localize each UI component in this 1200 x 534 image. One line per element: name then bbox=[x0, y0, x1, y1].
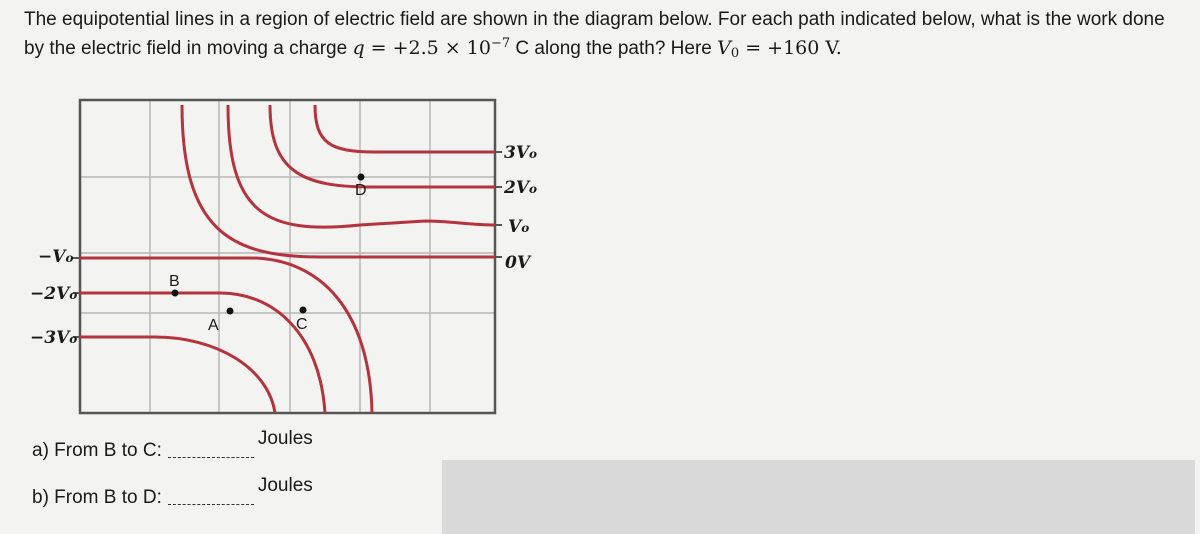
point-d-label: D bbox=[355, 182, 367, 199]
grey-overlay-box bbox=[442, 460, 1195, 534]
label-2v: 2Vo bbox=[504, 178, 538, 198]
v0-expression: $V_0 = +160$ V. bbox=[717, 37, 842, 61]
answer-b-label: b) From B to D: bbox=[32, 487, 162, 508]
point-a-label: A bbox=[208, 317, 219, 334]
point-c-label: C bbox=[296, 316, 308, 333]
point-a-dot bbox=[227, 308, 234, 315]
label-0v: 0V bbox=[505, 253, 531, 273]
answer-b-field[interactable] bbox=[168, 492, 254, 505]
label-1v: Vo bbox=[508, 217, 530, 237]
equipotential-1v bbox=[228, 105, 495, 227]
answer-a-field[interactable] bbox=[168, 445, 254, 458]
point-c-dot bbox=[300, 307, 307, 314]
label-m1v: −Vo bbox=[38, 247, 74, 267]
label-m3v: −3Vo bbox=[30, 328, 78, 348]
equipotential-2v bbox=[270, 105, 495, 187]
point-d-dot bbox=[358, 174, 365, 181]
answer-a-label: a) From B to C: bbox=[32, 440, 162, 461]
answer-b-unit: Joules bbox=[257, 475, 313, 496]
equipotential-m3v bbox=[80, 337, 275, 413]
charge-expression: $q = +2.5 \times 10^{-7}$ bbox=[352, 36, 511, 59]
point-b-label: B bbox=[169, 273, 180, 290]
answer-row-a bbox=[32, 428, 313, 462]
question-part1: The equipotential lines in a region of electric field are shown in the diagram below. For each path indicated below, what is the work done by the electric field in moving a charge bbox=[24, 9, 1165, 59]
question-part2: C along the path? Here bbox=[510, 38, 718, 59]
label-3v: 3Vo bbox=[504, 143, 538, 163]
point-b-dot bbox=[172, 290, 179, 297]
equipotential-3v bbox=[315, 105, 495, 152]
equipotential-diagram bbox=[0, 95, 560, 430]
label-m2v: −2Vo bbox=[30, 284, 78, 304]
question-text bbox=[24, 6, 1174, 63]
answer-a-unit: Joules bbox=[257, 428, 313, 449]
equipotential-lines-upper bbox=[182, 105, 495, 257]
equipotential-lines-lower bbox=[80, 258, 372, 413]
answer-row-b bbox=[32, 475, 313, 509]
equipotential-m2v bbox=[80, 293, 325, 413]
